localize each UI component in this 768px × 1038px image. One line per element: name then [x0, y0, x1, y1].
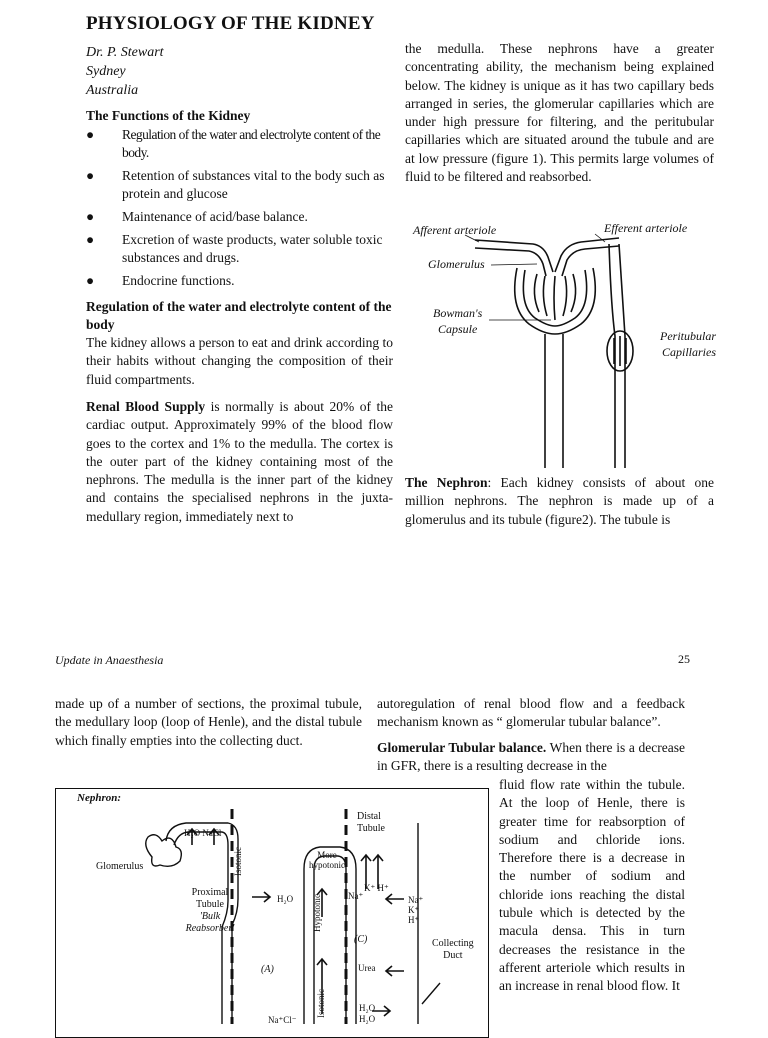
footer-page-number: 25 [678, 652, 690, 666]
blood-supply-paragraph [86, 398, 393, 526]
label-distal-line1: Distal [357, 811, 381, 822]
arrow-h2o-right [252, 892, 270, 902]
gtb-paragraph-wrap: fluid flow rate within the tubule. At the loop of Henle, there is greater time for reabsorption of sodium and chloride ions. Therefore there is a decrease in the number of sodium and chloride ions reaching the distal tubule which is detected by the macula densa. This in turn decreases the resistance in the afferent arteriole which results in an increase in renal blood flow. It [499, 777, 685, 994]
blood-supply-lead: Renal Blood Supply [86, 399, 206, 414]
regulation-paragraph: The kidney allows a person to eat and drink according to their habits without changing the composition of their fluid compartments. [86, 335, 393, 387]
label-collecting-line2: Duct [443, 950, 463, 961]
label-h2o-nacl: H₂O NaCl [184, 828, 222, 838]
bullet-text: Regulation of the water and electrolyte content of the body. [122, 127, 381, 160]
nephron-paragraph [405, 474, 714, 529]
bullet-icon: ● [86, 232, 95, 247]
label-proximal-line3: 'Bulk [199, 911, 221, 922]
bullet-text: Endocrine functions. [122, 273, 235, 288]
arrow-na-left [386, 894, 404, 904]
label-proximal-line4: Reabsorber' [185, 923, 235, 934]
label-section-c: (C) [354, 934, 368, 945]
label-na: Na⁺ [348, 891, 364, 901]
label-glomerulus: Glomerulus [428, 257, 485, 271]
label-distal-tubule [357, 811, 385, 835]
regulation-heading: Regulation of the water and electrolyte content of the body [86, 299, 392, 332]
gtb-lead: Glomerular Tubular balance. [377, 740, 547, 755]
bullet-icon: ● [86, 127, 95, 142]
arrow-urea-left [386, 966, 404, 976]
label-glomerulus-2: Glomerulus [96, 861, 144, 872]
label-peritubular-line1: Peritubular [660, 329, 716, 343]
nephron-text: : Each kidney consists of about one million nephrons. The nephron is made up of a glomerulus and its tubule (figure2). The tubule is [405, 475, 714, 527]
label-collecting-line1: Collecting [432, 938, 474, 949]
label-section-a: (A) [261, 964, 274, 975]
nephron-lead: The Nephron [405, 475, 488, 490]
bullet-text: Maintenance of acid/base balance. [122, 209, 308, 224]
label-collecting-duct [432, 938, 474, 962]
gtb-paragraph [377, 739, 685, 776]
label-proximal-line1: Proximal [191, 887, 229, 898]
label-k-h: K⁺ H⁺ [364, 883, 389, 893]
page2-right-paragraph: autoregulation of renal blood flow and a feedback mechanism known as “ glomerular tubular balance”. [377, 696, 685, 730]
bullet-icon: ● [86, 273, 95, 288]
author-country: Australia [86, 83, 139, 98]
label-more-hypotonic-line2: hypotonic [309, 860, 345, 870]
label-more-hypotonic-line1: More [317, 850, 337, 860]
leader-glomerulus [491, 264, 537, 265]
bullet-icon: ● [86, 209, 95, 224]
label-hypotonic: Hypotonic [312, 894, 322, 932]
label-efferent-arteriole: Efferent arteriole [604, 221, 688, 235]
label-isotonic-bottom: Isotonic [316, 989, 326, 1018]
label-na-k-h [408, 895, 423, 925]
label-h2o-low: H₂O [359, 1003, 376, 1013]
label-na-k-h-line2: K⁺ [408, 905, 420, 915]
label-na-k-h-line3: H⁺ [408, 915, 420, 925]
label-distal-line2: Tubule [357, 823, 385, 834]
label-more-hypotonic [309, 850, 345, 870]
label-proximal-tubule [180, 887, 240, 935]
blood-supply-text: is normally is about 20% of the cardiac output. Approximately 99% of the blood flow goes to the cortex and 1% to the medulla. The cortex is the outer part of the kidney containing most of the nephrons. The medulla is the inner part of the kidney and contains the specialised nephrons in the juxta-medullary region, immediately next to [86, 399, 394, 524]
page-title: PHYSIOLOGY OF THE KIDNEY [86, 13, 375, 34]
label-h2o-mid: H₂O [277, 894, 294, 904]
bullet-text: Excretion of waste products, water soluble toxic substances and drugs. [122, 232, 383, 265]
label-na-k-h-line1: Na⁺ [408, 895, 424, 905]
author-name: Dr. P. Stewart [86, 45, 164, 60]
bullet-text: Retention of substances vital to the body such as protein and glucose [122, 168, 385, 201]
functions-heading: The Functions of the Kidney [86, 108, 251, 123]
label-urea: Urea [358, 963, 376, 973]
collecting-duct-pointer [422, 983, 440, 1004]
label-peritubular-line2: Capillaries [662, 345, 717, 359]
label-bowmans-line1: Bowman's [433, 306, 483, 320]
label-bowmans-line2: Capsule [438, 322, 478, 336]
gtb-text-a: When there is a decrease in GFR, there is a resulting decrease in the [377, 740, 685, 774]
glomerulus-capillaries [534, 274, 575, 320]
afferent-arteriole-vessel [475, 240, 553, 272]
label-isotonic-top: Isotonic [233, 847, 243, 876]
label-nacl-low: Na⁺Cl⁻ [268, 1015, 297, 1025]
label-afferent-arteriole: Afferent arteriole [413, 223, 497, 237]
right-column-paragraph: the medulla. These nephrons have a greater concentrating ability, the mechanism being explained below. The kidney is unique as it has two capillary beds arranged in series, the glomerular capillaries which are under high pressure for filtering, and the peritubular capillaries which are situated around the tubule and are at low pressure (figure 1). This permits large volumes of fluid to be filtered and reabsorbed. [405, 41, 714, 185]
distal-tubule-outer [304, 847, 356, 1024]
label-h2o-low2: H₂O [359, 1014, 376, 1024]
figure-nephron-title: Nephron: [77, 792, 122, 804]
page2-left-paragraph: made up of a number of sections, the proximal tubule, the medullary loop (loop of Henle), and the distal tubule which finally empties into the collecting duct. [55, 696, 362, 748]
afferent-arteriole-vessel-inner [475, 248, 546, 276]
footer-journal: Update in Anaesthesia [55, 653, 164, 667]
bullet-icon: ● [86, 168, 95, 183]
author-city: Sydney [86, 64, 126, 79]
label-proximal-line2: Tubule [196, 899, 224, 910]
